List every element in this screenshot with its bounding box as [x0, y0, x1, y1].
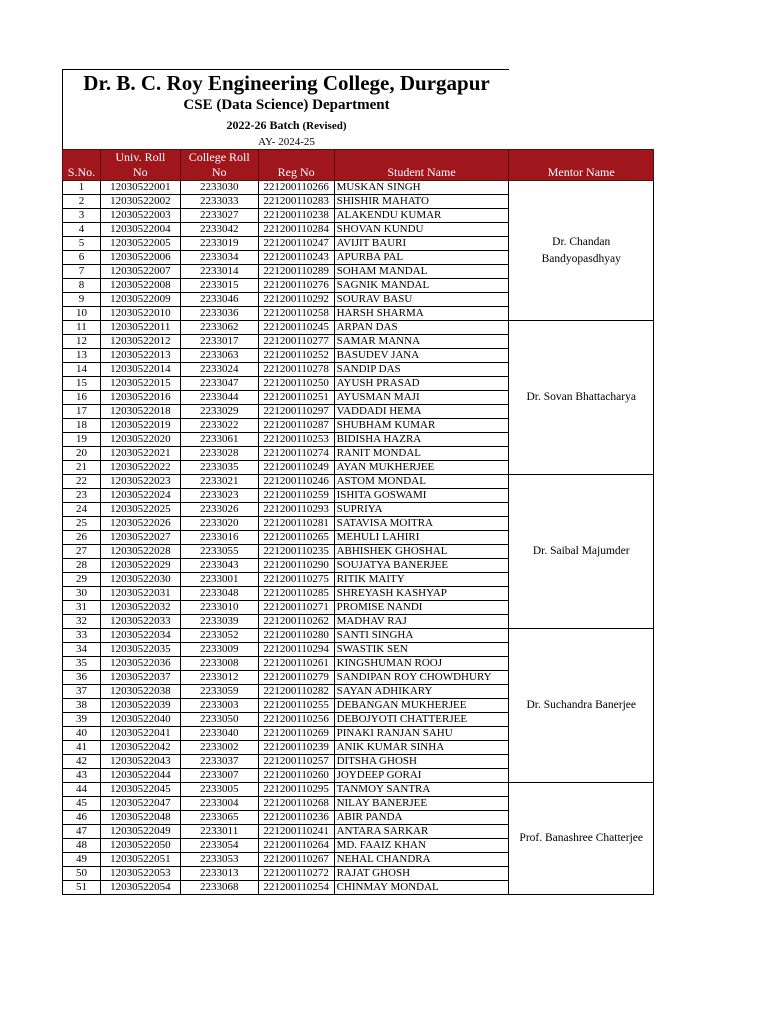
cell-student-name: SOHAM MANDAL	[334, 265, 509, 279]
cell-sno: 45	[63, 797, 101, 811]
col-sno-top	[63, 150, 101, 166]
cell-univ-roll: 12030522024	[100, 489, 180, 503]
col-name-top	[334, 150, 509, 166]
cell-student-name: SATAVISA MOITRA	[334, 517, 509, 531]
cell-reg-no: 221200110294	[258, 643, 334, 657]
cell-univ-roll: 12030522033	[100, 615, 180, 629]
cell-reg-no: 221200110255	[258, 699, 334, 713]
cell-student-name: SHOVAN KUNDU	[334, 223, 509, 237]
cell-univ-roll: 12030522054	[100, 881, 180, 895]
table-body	[63, 181, 654, 895]
cell-student-name: SWASTIK SEN	[334, 643, 509, 657]
cell-college-roll: 2233063	[180, 349, 258, 363]
cell-sno: 4	[63, 223, 101, 237]
cell-sno: 3	[63, 209, 101, 223]
cell-college-roll: 2233050	[180, 713, 258, 727]
cell-reg-no: 221200110259	[258, 489, 334, 503]
cell-reg-no: 221200110271	[258, 601, 334, 615]
batch-note: (Revised)	[302, 120, 347, 132]
cell-sno: 51	[63, 881, 101, 895]
cell-sno: 12	[63, 335, 101, 349]
cell-reg-no: 221200110256	[258, 713, 334, 727]
cell-univ-roll: 12030522008	[100, 279, 180, 293]
cell-student-name: RANIT MONDAL	[334, 447, 509, 461]
cell-reg-no: 221200110249	[258, 461, 334, 475]
cell-student-name: SAYAN ADHIKARY	[334, 685, 509, 699]
cell-student-name: KINGSHUMAN ROOJ	[334, 657, 509, 671]
cell-sno: 38	[63, 699, 101, 713]
cell-sno: 34	[63, 643, 101, 657]
cell-student-name: TANMOY SANTRA	[334, 783, 509, 797]
cell-college-roll: 2233011	[180, 825, 258, 839]
cell-sno: 46	[63, 811, 101, 825]
col-reg-no: Reg No	[258, 165, 334, 181]
cell-reg-no: 221200110282	[258, 685, 334, 699]
cell-reg-no: 221200110281	[258, 517, 334, 531]
cell-univ-roll: 12030522011	[100, 321, 180, 335]
cell-sno: 17	[63, 405, 101, 419]
col-student-name: Student Name	[334, 165, 509, 181]
cell-sno: 2	[63, 195, 101, 209]
cell-student-name: SHUBHAM KUMAR	[334, 419, 509, 433]
cell-reg-no: 221200110277	[258, 335, 334, 349]
cell-student-name: RAJAT GHOSH	[334, 867, 509, 881]
cell-sno: 39	[63, 713, 101, 727]
cell-student-name: SOUJATYA BANERJEE	[334, 559, 509, 573]
cell-sno: 32	[63, 615, 101, 629]
cell-college-roll: 2233043	[180, 559, 258, 573]
cell-college-roll: 2233052	[180, 629, 258, 643]
cell-student-name: AVIJIT BAURI	[334, 237, 509, 251]
cell-univ-roll: 12030522001	[100, 181, 180, 195]
cell-univ-roll: 12030522028	[100, 545, 180, 559]
cell-college-roll: 2233029	[180, 405, 258, 419]
cell-college-roll: 2233065	[180, 811, 258, 825]
cell-univ-roll: 12030522044	[100, 769, 180, 783]
cell-univ-roll: 12030522007	[100, 265, 180, 279]
cell-student-name: SHISHIR MAHATO	[334, 195, 509, 209]
cell-reg-no: 221200110289	[258, 265, 334, 279]
cell-college-roll: 2233030	[180, 181, 258, 195]
cell-college-roll: 2233059	[180, 685, 258, 699]
col-college-roll: No	[180, 165, 258, 181]
cell-student-name: CHINMAY MONDAL	[334, 881, 509, 895]
cell-reg-no: 221200110239	[258, 741, 334, 755]
cell-univ-roll: 12030522022	[100, 461, 180, 475]
cell-sno: 11	[63, 321, 101, 335]
cell-college-roll: 2233001	[180, 573, 258, 587]
cell-univ-roll: 12030522003	[100, 209, 180, 223]
cell-student-name: JOYDEEP GORAI	[334, 769, 509, 783]
cell-sno: 23	[63, 489, 101, 503]
cell-sno: 28	[63, 559, 101, 573]
cell-sno: 1	[63, 181, 101, 195]
cell-college-roll: 2233023	[180, 489, 258, 503]
cell-univ-roll: 12030522004	[100, 223, 180, 237]
cell-sno: 24	[63, 503, 101, 517]
cell-college-roll: 2233007	[180, 769, 258, 783]
cell-univ-roll: 12030522040	[100, 713, 180, 727]
student-mentor-table	[62, 149, 654, 895]
cell-reg-no: 221200110293	[258, 503, 334, 517]
cell-reg-no: 221200110247	[258, 237, 334, 251]
cell-sno: 22	[63, 475, 101, 489]
cell-sno: 47	[63, 825, 101, 839]
cell-college-roll: 2233034	[180, 251, 258, 265]
cell-univ-roll: 12030522015	[100, 377, 180, 391]
cell-reg-no: 221200110274	[258, 447, 334, 461]
cell-student-name: HARSH SHARMA	[334, 307, 509, 321]
cell-sno: 8	[63, 279, 101, 293]
cell-college-roll: 2233004	[180, 797, 258, 811]
cell-college-roll: 2233028	[180, 447, 258, 461]
cell-college-roll: 2233021	[180, 475, 258, 489]
batch-line	[63, 119, 510, 132]
cell-reg-no: 221200110241	[258, 825, 334, 839]
cell-reg-no: 221200110269	[258, 727, 334, 741]
cell-college-roll: 2233033	[180, 195, 258, 209]
cell-reg-no: 221200110245	[258, 321, 334, 335]
cell-sno: 30	[63, 587, 101, 601]
cell-college-roll: 2233068	[180, 881, 258, 895]
table-row	[63, 475, 654, 489]
cell-reg-no: 221200110267	[258, 853, 334, 867]
cell-reg-no: 221200110235	[258, 545, 334, 559]
cell-reg-no: 221200110260	[258, 769, 334, 783]
cell-univ-roll: 12030522020	[100, 433, 180, 447]
cell-univ-roll: 12030522042	[100, 741, 180, 755]
cell-student-name: MD. FAAIZ KHAN	[334, 839, 509, 853]
cell-student-name: SANDIP DAS	[334, 363, 509, 377]
sheet-header	[62, 69, 509, 149]
col-univ-roll-top: Univ. Roll	[100, 150, 180, 166]
cell-sno: 48	[63, 839, 101, 853]
cell-college-roll: 2233022	[180, 419, 258, 433]
cell-college-roll: 2233039	[180, 615, 258, 629]
cell-sno: 29	[63, 573, 101, 587]
cell-reg-no: 221200110268	[258, 797, 334, 811]
cell-student-name: SANDIPAN ROY CHOWDHURY	[334, 671, 509, 685]
cell-univ-roll: 12030522035	[100, 643, 180, 657]
cell-student-name: ABIR PANDA	[334, 811, 509, 825]
cell-college-roll: 2233014	[180, 265, 258, 279]
cell-student-name: BASUDEV JANA	[334, 349, 509, 363]
batch-text: 2022-26 Batch	[226, 118, 300, 132]
cell-reg-no: 221200110287	[258, 419, 334, 433]
cell-reg-no: 221200110264	[258, 839, 334, 853]
cell-sno: 31	[63, 601, 101, 615]
cell-reg-no: 221200110262	[258, 615, 334, 629]
cell-univ-roll: 12030522012	[100, 335, 180, 349]
cell-sno: 18	[63, 419, 101, 433]
cell-student-name: APURBA PAL	[334, 251, 509, 265]
cell-college-roll: 2233040	[180, 727, 258, 741]
cell-student-name: MADHAV RAJ	[334, 615, 509, 629]
cell-univ-roll: 12030522014	[100, 363, 180, 377]
cell-sno: 36	[63, 671, 101, 685]
cell-sno: 6	[63, 251, 101, 265]
cell-reg-no: 221200110251	[258, 391, 334, 405]
cell-college-roll: 2233015	[180, 279, 258, 293]
cell-univ-roll: 12030522037	[100, 671, 180, 685]
cell-student-name: DEBOJYOTI CHATTERJEE	[334, 713, 509, 727]
col-mentor-top	[509, 150, 654, 166]
cell-college-roll: 2233044	[180, 391, 258, 405]
cell-univ-roll: 12030522010	[100, 307, 180, 321]
cell-reg-no: 221200110243	[258, 251, 334, 265]
cell-sno: 25	[63, 517, 101, 531]
cell-college-roll: 2233055	[180, 545, 258, 559]
cell-sno: 35	[63, 657, 101, 671]
cell-univ-roll: 12030522018	[100, 405, 180, 419]
cell-student-name: VADDADI HEMA	[334, 405, 509, 419]
cell-student-name: PINAKI RANJAN SAHU	[334, 727, 509, 741]
cell-sno: 43	[63, 769, 101, 783]
cell-sno: 49	[63, 853, 101, 867]
cell-univ-roll: 12030522048	[100, 811, 180, 825]
cell-univ-roll: 12030522032	[100, 601, 180, 615]
table-row	[63, 629, 654, 643]
cell-student-name: ANTARA SARKAR	[334, 825, 509, 839]
cell-college-roll: 2233013	[180, 867, 258, 881]
table-row	[63, 181, 654, 195]
cell-univ-roll: 12030522002	[100, 195, 180, 209]
cell-sno: 33	[63, 629, 101, 643]
cell-student-name: BIDISHA HAZRA	[334, 433, 509, 447]
cell-college-roll: 2233016	[180, 531, 258, 545]
cell-college-roll: 2233027	[180, 209, 258, 223]
cell-college-roll: 2233012	[180, 671, 258, 685]
academic-year: AY- 2024-25	[258, 136, 315, 148]
cell-college-roll: 2233008	[180, 657, 258, 671]
cell-student-name: SUPRIYA	[334, 503, 509, 517]
cell-sno: 42	[63, 755, 101, 769]
cell-reg-no: 221200110272	[258, 867, 334, 881]
cell-reg-no: 221200110297	[258, 405, 334, 419]
cell-reg-no: 221200110280	[258, 629, 334, 643]
cell-sno: 7	[63, 265, 101, 279]
cell-student-name: SHREYASH KASHYAP	[334, 587, 509, 601]
cell-sno: 27	[63, 545, 101, 559]
cell-college-roll: 2233002	[180, 741, 258, 755]
college-title: Dr. B. C. Roy Engineering College, Durgapur	[83, 71, 490, 95]
cell-univ-roll: 12030522025	[100, 503, 180, 517]
cell-student-name: AYAN MUKHERJEE	[334, 461, 509, 475]
cell-reg-no: 221200110238	[258, 209, 334, 223]
cell-reg-no: 221200110266	[258, 181, 334, 195]
col-reg-top	[258, 150, 334, 166]
cell-college-roll: 2233019	[180, 237, 258, 251]
cell-college-roll: 2233047	[180, 377, 258, 391]
cell-sno: 16	[63, 391, 101, 405]
cell-college-roll: 2233017	[180, 335, 258, 349]
cell-sno: 15	[63, 377, 101, 391]
cell-college-roll: 2233054	[180, 839, 258, 853]
cell-reg-no: 221200110257	[258, 755, 334, 769]
cell-univ-roll: 12030522005	[100, 237, 180, 251]
cell-univ-roll: 12030522031	[100, 587, 180, 601]
cell-college-roll: 2233003	[180, 699, 258, 713]
cell-univ-roll: 12030522021	[100, 447, 180, 461]
cell-reg-no: 221200110292	[258, 293, 334, 307]
cell-reg-no: 221200110236	[258, 811, 334, 825]
cell-univ-roll: 12030522023	[100, 475, 180, 489]
cell-univ-roll: 12030522013	[100, 349, 180, 363]
cell-college-roll: 2233009	[180, 643, 258, 657]
cell-student-name: MUSKAN SINGH	[334, 181, 509, 195]
cell-reg-no: 221200110276	[258, 279, 334, 293]
cell-college-roll: 2233037	[180, 755, 258, 769]
cell-reg-no: 221200110265	[258, 531, 334, 545]
cell-student-name: MEHULI LAHIRI	[334, 531, 509, 545]
cell-mentor-name: Dr. Suchandra Banerjee	[509, 629, 654, 783]
cell-univ-roll: 12030522047	[100, 797, 180, 811]
cell-student-name: DITSHA GHOSH	[334, 755, 509, 769]
cell-student-name: NILAY BANERJEE	[334, 797, 509, 811]
cell-sno: 40	[63, 727, 101, 741]
cell-reg-no: 221200110254	[258, 881, 334, 895]
cell-mentor-name: Dr. Saibal Majumder	[509, 475, 654, 629]
cell-reg-no: 221200110278	[258, 363, 334, 377]
cell-student-name: SAMAR MANNA	[334, 335, 509, 349]
cell-college-roll: 2233053	[180, 853, 258, 867]
cell-univ-roll: 12030522027	[100, 531, 180, 545]
cell-univ-roll: 12030522045	[100, 783, 180, 797]
cell-student-name: SOURAV BASU	[334, 293, 509, 307]
cell-sno: 21	[63, 461, 101, 475]
cell-college-roll: 2233061	[180, 433, 258, 447]
cell-univ-roll: 12030522036	[100, 657, 180, 671]
cell-student-name: ASTOM MONDAL	[334, 475, 509, 489]
col-sno: S.No.	[63, 165, 101, 181]
cell-reg-no: 221200110252	[258, 349, 334, 363]
cell-student-name: ISHITA GOSWAMI	[334, 489, 509, 503]
cell-univ-roll: 12030522049	[100, 825, 180, 839]
cell-sno: 50	[63, 867, 101, 881]
cell-college-roll: 2233046	[180, 293, 258, 307]
cell-college-roll: 2233036	[180, 307, 258, 321]
cell-univ-roll: 12030522053	[100, 867, 180, 881]
cell-sno: 41	[63, 741, 101, 755]
cell-student-name: ARPAN DAS	[334, 321, 509, 335]
cell-univ-roll: 12030522034	[100, 629, 180, 643]
cell-univ-roll: 12030522019	[100, 419, 180, 433]
cell-student-name: NEHAL CHANDRA	[334, 853, 509, 867]
cell-reg-no: 221200110279	[258, 671, 334, 685]
cell-mentor-name: Dr. Chandan Bandyopasdhyay	[509, 181, 654, 321]
cell-reg-no: 221200110285	[258, 587, 334, 601]
cell-student-name: ALAKENDU KUMAR	[334, 209, 509, 223]
cell-sno: 37	[63, 685, 101, 699]
cell-college-roll: 2233042	[180, 223, 258, 237]
cell-sno: 26	[63, 531, 101, 545]
col-mentor-name: Mentor Name	[509, 165, 654, 181]
cell-sno: 13	[63, 349, 101, 363]
cell-college-roll: 2233048	[180, 587, 258, 601]
cell-reg-no: 221200110295	[258, 783, 334, 797]
cell-student-name: RITIK MAITY	[334, 573, 509, 587]
cell-reg-no: 221200110290	[258, 559, 334, 573]
cell-univ-roll: 12030522051	[100, 853, 180, 867]
cell-college-roll: 2233005	[180, 783, 258, 797]
cell-reg-no: 221200110275	[258, 573, 334, 587]
cell-sno: 5	[63, 237, 101, 251]
cell-student-name: DEBANGAN MUKHERJEE	[334, 699, 509, 713]
table-row	[63, 783, 654, 797]
cell-univ-roll: 12030522038	[100, 685, 180, 699]
cell-student-name: AYUSMAN MAJI	[334, 391, 509, 405]
cell-univ-roll: 12030522016	[100, 391, 180, 405]
cell-student-name: ANIK KUMAR SINHA	[334, 741, 509, 755]
cell-sno: 14	[63, 363, 101, 377]
cell-univ-roll: 12030522041	[100, 727, 180, 741]
cell-reg-no: 221200110250	[258, 377, 334, 391]
cell-sno: 44	[63, 783, 101, 797]
department-title: CSE (Data Science) Department	[183, 97, 390, 113]
cell-student-name: SAGNIK MANDAL	[334, 279, 509, 293]
cell-reg-no: 221200110258	[258, 307, 334, 321]
cell-univ-roll: 12030522050	[100, 839, 180, 853]
cell-reg-no: 221200110261	[258, 657, 334, 671]
cell-sno: 20	[63, 447, 101, 461]
cell-mentor-name: Dr. Sovan Bhattacharya	[509, 321, 654, 475]
cell-college-roll: 2233035	[180, 461, 258, 475]
cell-mentor-name: Prof. Banashree Chatterjee	[509, 783, 654, 895]
col-college-roll-top: College Roll	[180, 150, 258, 166]
cell-reg-no: 221200110246	[258, 475, 334, 489]
table-row	[63, 321, 654, 335]
cell-reg-no: 221200110283	[258, 195, 334, 209]
col-univ-roll: No	[100, 165, 180, 181]
cell-univ-roll: 12030522006	[100, 251, 180, 265]
cell-univ-roll: 12030522029	[100, 559, 180, 573]
cell-college-roll: 2233026	[180, 503, 258, 517]
cell-univ-roll: 12030522039	[100, 699, 180, 713]
cell-sno: 10	[63, 307, 101, 321]
cell-student-name: PROMISE NANDI	[334, 601, 509, 615]
cell-sno: 19	[63, 433, 101, 447]
cell-univ-roll: 12030522043	[100, 755, 180, 769]
cell-reg-no: 221200110284	[258, 223, 334, 237]
cell-student-name: ABHISHEK GHOSHAL	[334, 545, 509, 559]
cell-college-roll: 2233062	[180, 321, 258, 335]
cell-reg-no: 221200110253	[258, 433, 334, 447]
cell-sno: 9	[63, 293, 101, 307]
cell-student-name: AYUSH PRASAD	[334, 377, 509, 391]
cell-univ-roll: 12030522026	[100, 517, 180, 531]
cell-univ-roll: 12030522030	[100, 573, 180, 587]
cell-student-name: SANTI SINGHA	[334, 629, 509, 643]
cell-college-roll: 2233010	[180, 601, 258, 615]
cell-univ-roll: 12030522009	[100, 293, 180, 307]
cell-college-roll: 2233024	[180, 363, 258, 377]
cell-college-roll: 2233020	[180, 517, 258, 531]
